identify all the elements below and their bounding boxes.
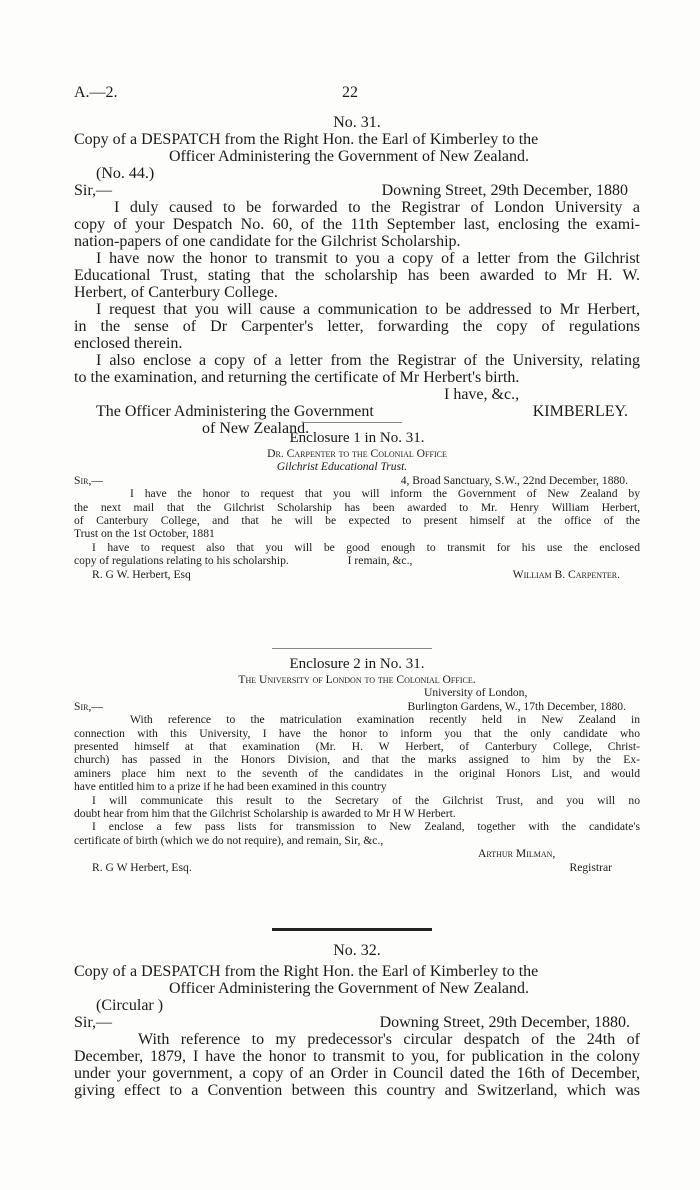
enclosure-heading: Enclosure 2 in No. 31. xyxy=(289,656,425,672)
enclosure-from-to: The University of London to the Colonial Office. xyxy=(238,673,476,686)
addressee: R. G W Herbert, Esq. xyxy=(92,860,192,874)
body-line: I will communicate this result to the Secretary of the Gilchrist Trust, and you will no xyxy=(92,793,640,807)
salutation: Sir,— xyxy=(74,1014,113,1031)
body-line: doubt hear from him that the Gilchrist Scholarship is awarded to Mr H W Herbert. xyxy=(74,807,456,821)
despatch-reference-number: (Circular ) xyxy=(96,997,164,1014)
signature-name: Arthur Milman, xyxy=(478,847,556,861)
salutation-row xyxy=(74,182,640,199)
body-line: certificate of birth (which we do not require), and remain, Sir, &c., xyxy=(74,833,384,847)
body-line: With reference to the matriculation examination recently held in New Zealand in xyxy=(130,713,640,727)
addressee-signature-row xyxy=(74,403,640,420)
body-line: Herbert, of Canterbury College. xyxy=(74,284,278,301)
body-line: presented himself at that examination (Mr. H. W Herbert, of Canterbury College, Christ- xyxy=(74,740,640,754)
body-line: I have now the honor to transmit to you a copy of a letter from the Gilchrist xyxy=(96,250,640,267)
salutation-row xyxy=(74,1014,640,1031)
addressee-line-2: of New Zealand. xyxy=(202,420,310,437)
enclosure-2 xyxy=(74,656,640,874)
addressee-signature-row xyxy=(74,568,640,581)
section-divider xyxy=(272,928,432,931)
body-line: I also enclose a copy of a letter from the Registrar of the University, relating xyxy=(96,352,640,369)
body-line: copy of your Despatch No. 60, of the 11th September last, enclosing the exami- xyxy=(74,216,640,233)
body-line: copy of regulations relating to his scholarship. xyxy=(74,554,289,568)
despatch-title-line-1: Copy of a DESPATCH from the Right Hon. the Earl of Kimberley to the xyxy=(74,963,539,980)
body-line: I enclose a few pass lists for transmission to New Zealand, together with the candidate's xyxy=(92,820,640,834)
body-line: under your government, a copy of an Order in Council dated the 16th of December, xyxy=(74,1065,640,1082)
body-line: the next mail that the Gilchrist Scholarship has been awarded to Mr. Henry William Herbert, xyxy=(74,500,640,514)
enclosure-heading: Enclosure 1 in No. 31. xyxy=(289,430,425,446)
address-line-1: University of London, xyxy=(424,686,528,700)
divider xyxy=(302,422,402,423)
despatch-31 xyxy=(74,114,640,437)
place-date: Downing Street, 29th December, 1880 xyxy=(381,182,628,199)
despatch-title-line-2: Officer Administering the Government of New Zealand. xyxy=(168,980,530,997)
enclosure-1 xyxy=(74,430,640,581)
despatch-reference-number: (No. 44.) xyxy=(96,165,155,182)
addressee: The Officer Administering the Government xyxy=(96,403,374,420)
salutation-row xyxy=(74,474,640,487)
page-header xyxy=(0,84,700,108)
enclosure-organisation: Gilchrist Educational Trust. xyxy=(276,460,408,474)
salutation: Sir,— xyxy=(74,182,113,199)
salutation: Sir,— xyxy=(74,473,103,487)
body-line: enclosed therein. xyxy=(74,335,183,352)
enclosure-from-to: Dr. Carpenter to the Colonial Office xyxy=(267,447,447,460)
signature: KIMBERLEY. xyxy=(532,403,628,420)
body-line: in the sense of Dr Carpenter's letter, forwarding the copy of regulations xyxy=(74,318,640,335)
page-number: 22 xyxy=(342,84,358,101)
body-line: I duly caused to be forwarded to the Registrar of London University a xyxy=(114,199,640,216)
divider xyxy=(272,648,432,649)
address-line-2: Burlington Gardens, W., 17th December, 1880. xyxy=(407,699,626,713)
body-line: church) has passed in the Honors Division, and that the marks assigned to him by the Ex- xyxy=(74,753,640,767)
body-line: I have to request also that you will be good enough to transmit for his use the enclosed xyxy=(92,540,640,554)
addressee: R. G W. Herbert, Esq xyxy=(92,567,191,581)
signature-title: Registrar xyxy=(569,860,612,874)
closing: I remain, &c., xyxy=(347,554,413,568)
place-date: Downing Street, 29th December, 1880. xyxy=(379,1014,630,1031)
body-line: aminers place him next to the seventh of the candidates in the original Honors List, and would xyxy=(74,766,640,780)
despatch-number: No. 31. xyxy=(333,114,381,131)
despatch-number: No. 32. xyxy=(333,942,381,959)
despatch-32 xyxy=(74,942,640,1099)
body-line: nation-papers of one candidate for the Gilchrist Scholarship. xyxy=(74,233,461,250)
body-line: of Canterbury College, and that he will be expected to present himself at the office of the xyxy=(74,514,640,528)
body-line: With reference to my predecessor's circular despatch of the 24th of xyxy=(138,1031,640,1048)
addressee-signature-row xyxy=(74,861,640,874)
closing: I have, &c., xyxy=(444,386,520,403)
parliamentary-paper-reference: A.—2. xyxy=(74,84,118,101)
despatch-title-line-2: Officer Administering the Government of New Zealand. xyxy=(168,148,530,165)
signature: William B. Carpenter. xyxy=(512,567,620,581)
despatch-title-line-1: Copy of a DESPATCH from the Right Hon. the Earl of Kimberley to the xyxy=(74,131,539,148)
body-line: have entitled him to a prize if he had been examined in this country xyxy=(74,780,387,794)
body-line: connection with this University, I have the honor to inform you that the only candidate who xyxy=(74,726,640,740)
body-line: Trust on the 1st October, 1881 xyxy=(74,527,215,541)
last-line-row xyxy=(74,554,640,567)
body-line: giving effect to a Convention between this country and Switzerland, which was xyxy=(74,1082,640,1099)
address: 4, Broad Sanctuary, S.W., 22nd December, 1880. xyxy=(400,473,628,487)
body-line: Educational Trust, stating that the scholarship has been awarded to Mr H. W. xyxy=(74,267,640,284)
body-line: to the examination, and returning the certificate of Mr Herbert's birth. xyxy=(74,369,520,386)
salutation-row xyxy=(74,700,640,713)
salutation: Sir,— xyxy=(74,699,103,713)
body-line: I request that you will cause a communication to be addressed to Mr Herbert, xyxy=(96,301,640,318)
body-line: December, 1879, I have the honor to transmit to you, for publication in the colony xyxy=(74,1048,640,1065)
body-line: I have the honor to request that you will inform the Government of New Zealand by xyxy=(130,487,640,501)
